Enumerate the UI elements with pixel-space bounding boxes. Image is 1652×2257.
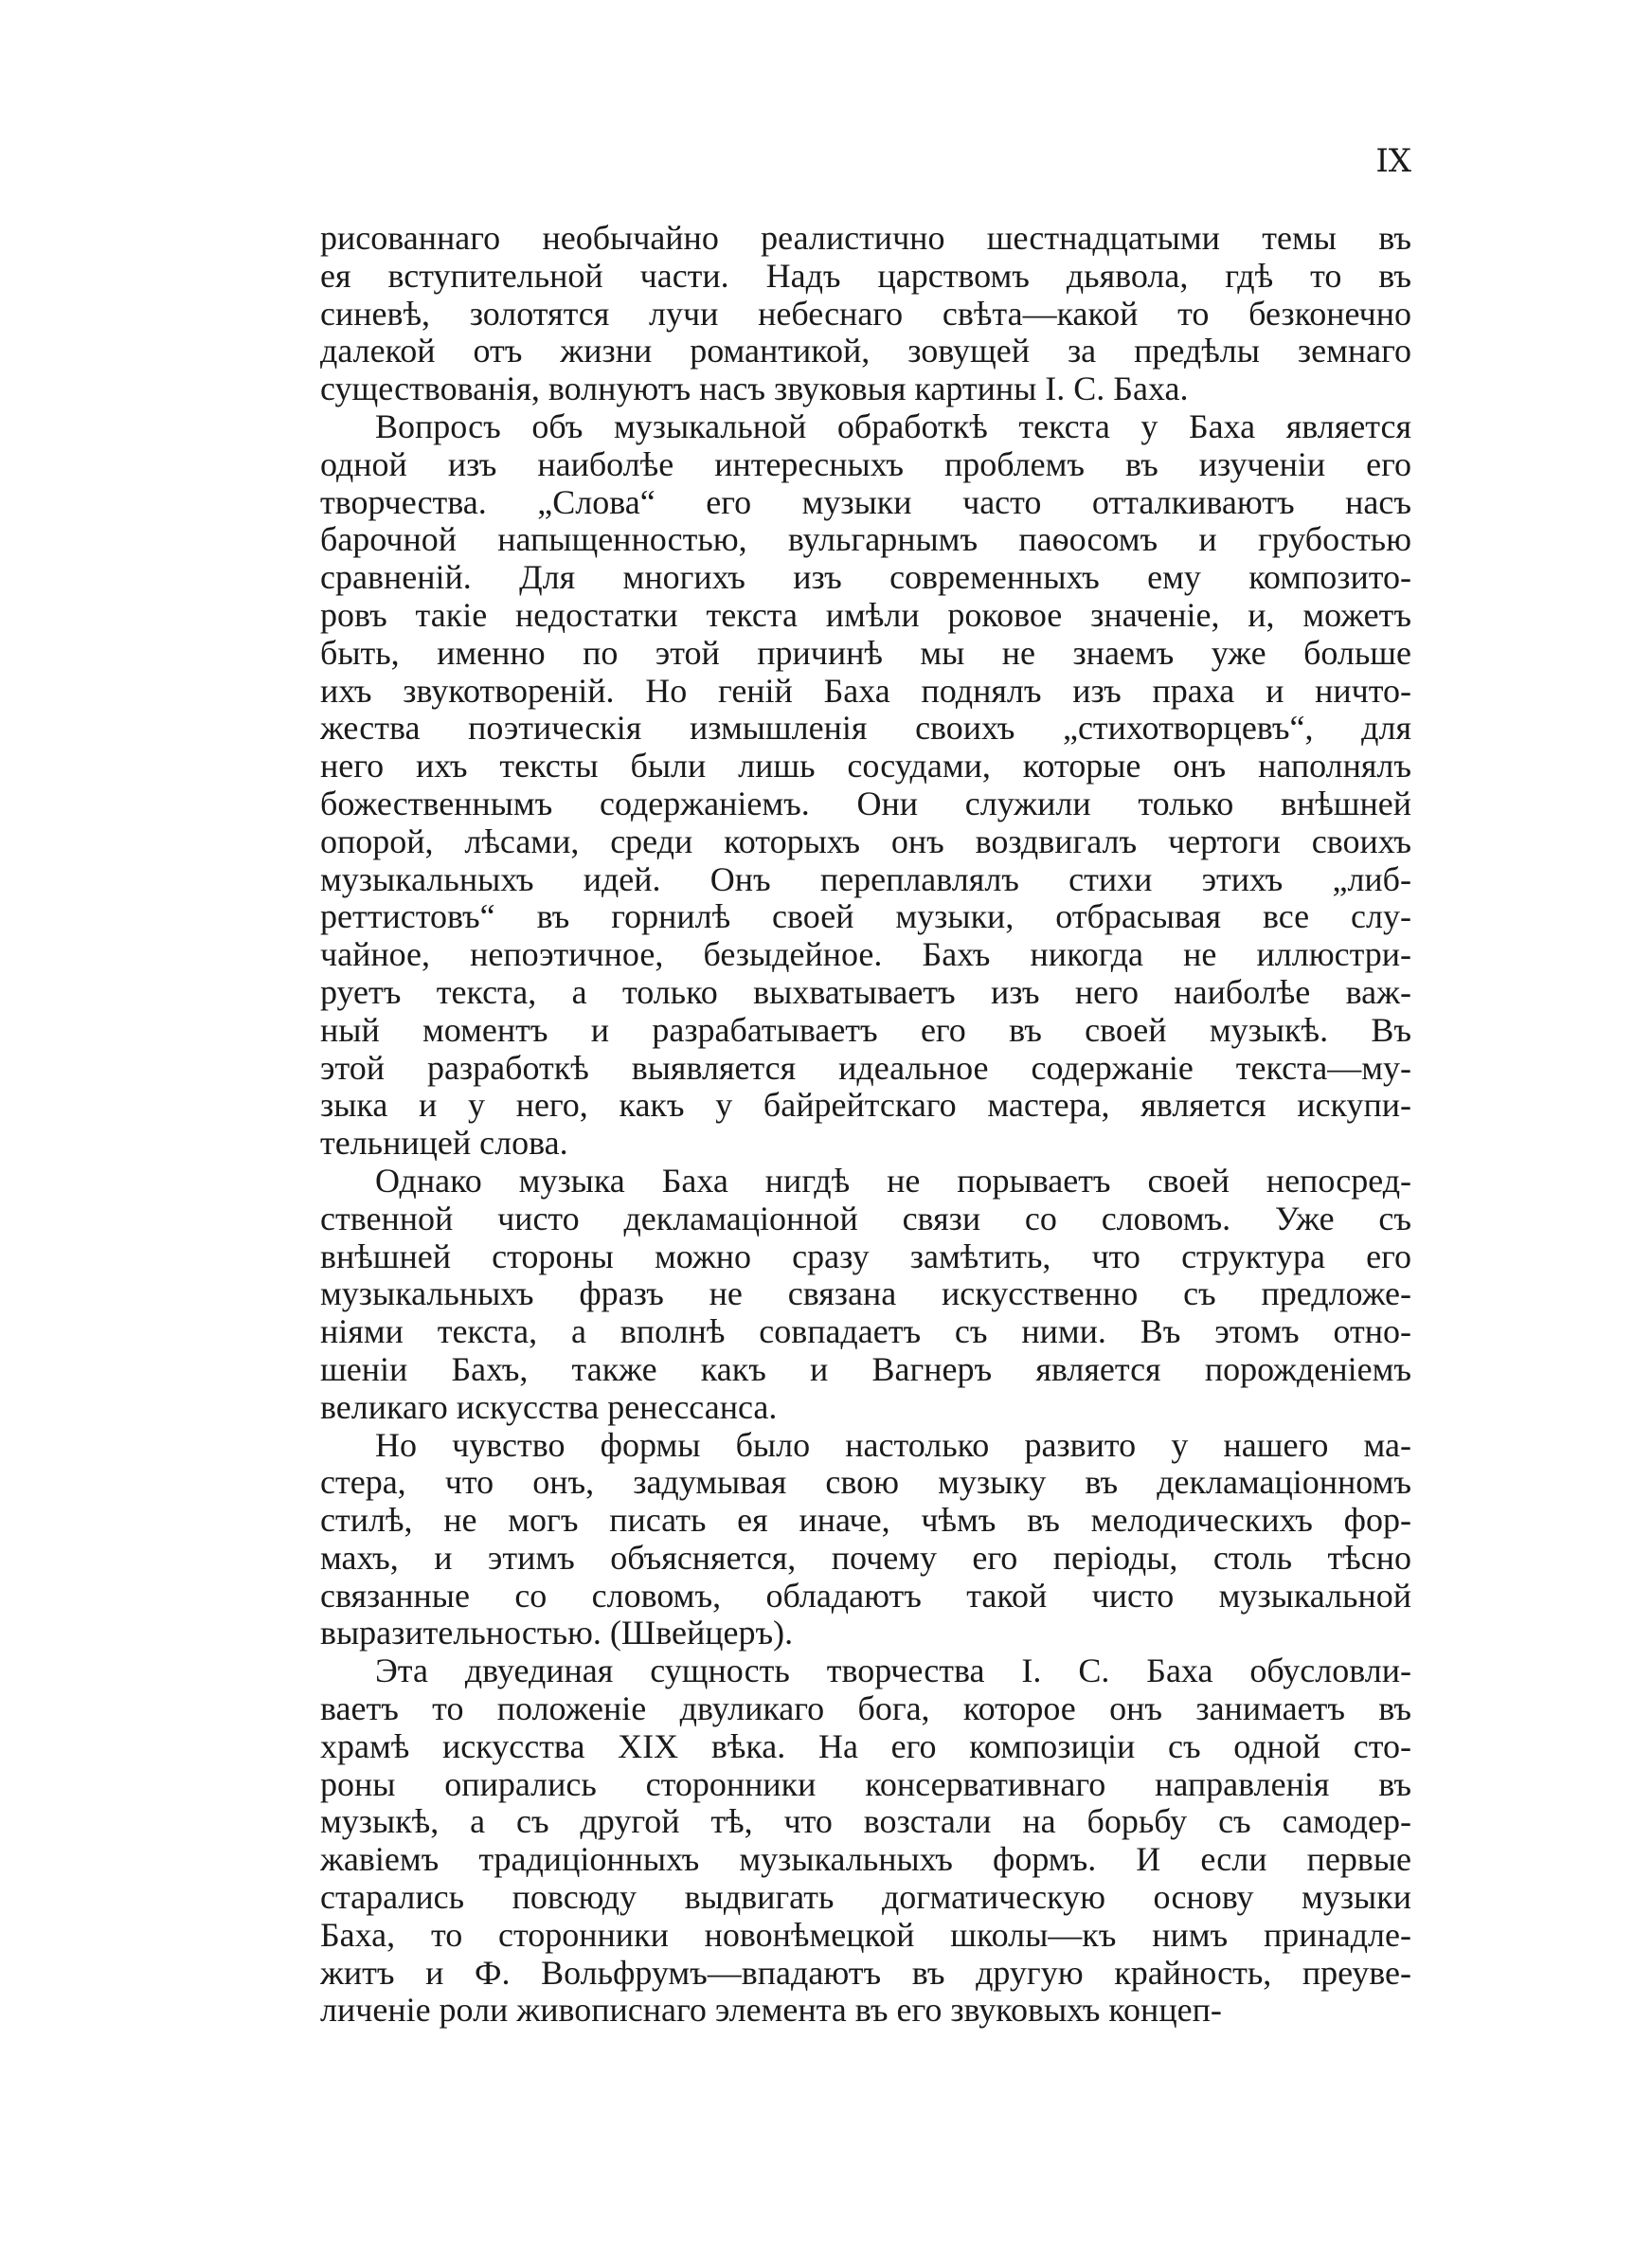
text-line: барочной напыщенностью, вульгарнымъ паѳосомъ и грубостью [320, 521, 1411, 559]
text-line: Но чувство формы было настолько развито у нашего ма- [375, 1426, 1411, 1464]
text-line: личеніе роли живописнаго элемента въ его звуковыхъ концеп- [320, 1992, 1222, 2030]
text-line: махъ, и этимъ объясняется, почему его періоды, столь тѣсно [320, 1539, 1411, 1577]
text-line: руетъ текста, а только выхватываетъ изъ него наиболѣе важ- [320, 973, 1411, 1011]
text-line: рисованнаго необычайно реалистично шестнадцатыми темы въ [320, 220, 1411, 257]
paragraph [320, 1163, 1411, 1427]
text-line: быть, именно по этой причинѣ мы не знаемъ уже больше [320, 634, 1411, 672]
text-line: выразительностью. (Швейцеръ). [320, 1615, 794, 1652]
text-line: роны опирались сторонники консервативнаго направленія въ [320, 1765, 1411, 1803]
text-line: музыкѣ, а съ другой тѣ, что возстали на борьбу съ самодер- [320, 1803, 1411, 1841]
text-line: житъ и Ф. Вольфрумъ—впадаютъ въ другую крайность, преуве- [320, 1954, 1411, 1992]
text-line: храмѣ искусства XIX вѣка. На его композиціи съ одной сто- [320, 1727, 1411, 1765]
text-line: ея вступительной части. Надъ царствомъ дьявола, гдѣ то въ [320, 257, 1411, 295]
text-line: зыка и у него, какъ у байрейтскаго мастера, является искупи- [320, 1087, 1411, 1125]
text-line: Вопросъ объ музыкальной обработкѣ текста у Баха является [375, 407, 1411, 445]
text-line: сравненій. Для многихъ изъ современныхъ ему композито- [320, 559, 1411, 597]
text-line: музыкальныхъ фразъ не связана искусственно съ предложе- [320, 1275, 1411, 1313]
page-number: IX [1375, 142, 1411, 180]
text-line: синевѣ, золотятся лучи небеснаго свѣта—какой то безконечно [320, 295, 1411, 333]
text-line: далекой отъ жизни романтикой, зовущей за предѣлы земнаго [320, 333, 1411, 370]
text-line: Баха, то сторонники новонѣмецкой школы—къ нимъ принадле- [320, 1916, 1411, 1954]
text-line: внѣшней стороны можно сразу замѣтить, что структура его [320, 1237, 1411, 1275]
text-line: божественнымъ содержаніемъ. Они служили только внѣшней [320, 785, 1411, 822]
text-line: шеніи Бахъ, также какъ и Вагнеръ является порожденіемъ [320, 1350, 1411, 1388]
text-line: опорой, лѣсами, среди которыхъ онъ воздвигалъ чертоги своихъ [320, 822, 1411, 860]
text-line: стера, что онъ, задумывая свою музыку въ декламаціонномъ [320, 1464, 1411, 1502]
text-line: одной изъ наиболѣе интересныхъ проблемъ въ изученіи его [320, 445, 1411, 483]
text-line: ваетъ то положеніе двуликаго бога, которое онъ занимаетъ въ [320, 1690, 1411, 1728]
text-line: ихъ звукотвореній. Но геній Баха поднялъ изъ праха и ничто- [320, 672, 1411, 710]
text-line: жества поэтическія измышленія своихъ „стихотворцевъ“, для [320, 710, 1411, 748]
paragraph [320, 408, 1411, 1163]
text-line: связанные со словомъ, обладаютъ такой чисто музыкальной [320, 1577, 1411, 1615]
text-line: Однако музыка Баха нигдѣ не порываетъ своей непосред- [375, 1162, 1411, 1200]
text-line: ственной чисто декламаціонной связи со словомъ. Уже съ [320, 1200, 1411, 1237]
text-line: ный моментъ и разрабатываетъ его въ своей музыкѣ. Въ [320, 1011, 1411, 1049]
text-line: музыкальныхъ идей. Онъ переплавлялъ стихи этихъ „либ- [320, 860, 1411, 898]
paragraph [320, 220, 1411, 408]
text-line: творчества. „Слова“ его музыки часто отталкиваютъ насъ [320, 483, 1411, 521]
text-line: великаго искусства ренессанса. [320, 1388, 778, 1426]
body-text [320, 220, 1411, 2030]
text-line: него ихъ тексты были лишь сосудами, которые онъ наполнялъ [320, 748, 1411, 785]
text-line: жавіемъ традиціонныхъ музыкальныхъ формъ. И если первые [320, 1841, 1411, 1879]
text-line: Эта двуединая сущность творчества І. С. Баха обусловли- [375, 1652, 1411, 1690]
text-line: ровъ такіе недостатки текста имѣли роковое значеніе, и, можетъ [320, 596, 1411, 634]
text-line: старались повсюду выдвигать догматическую основу музыки [320, 1879, 1411, 1917]
paragraph [320, 1427, 1411, 1653]
text-line: существованія, волнуютъ насъ звуковыя картины І. С. Баха. [320, 370, 1189, 408]
paragraph [320, 1652, 1411, 2030]
text-line: стилѣ, не могъ писать ея иначе, чѣмъ въ мелодическихъ фор- [320, 1502, 1411, 1540]
text-line: ніями текста, а вполнѣ совпадаетъ съ ними. Въ этомъ отно- [320, 1313, 1411, 1351]
text-line: тельницей слова. [320, 1125, 568, 1163]
text-line: реттистовъ“ въ горнилѣ своей музыки, отбрасывая все слу- [320, 898, 1411, 936]
text-line: этой разработкѣ выявляется идеальное содержаніе текста—му- [320, 1049, 1411, 1087]
text-line: чайное, непоэтичное, безыдейное. Бахъ никогда не иллюстри- [320, 936, 1411, 974]
